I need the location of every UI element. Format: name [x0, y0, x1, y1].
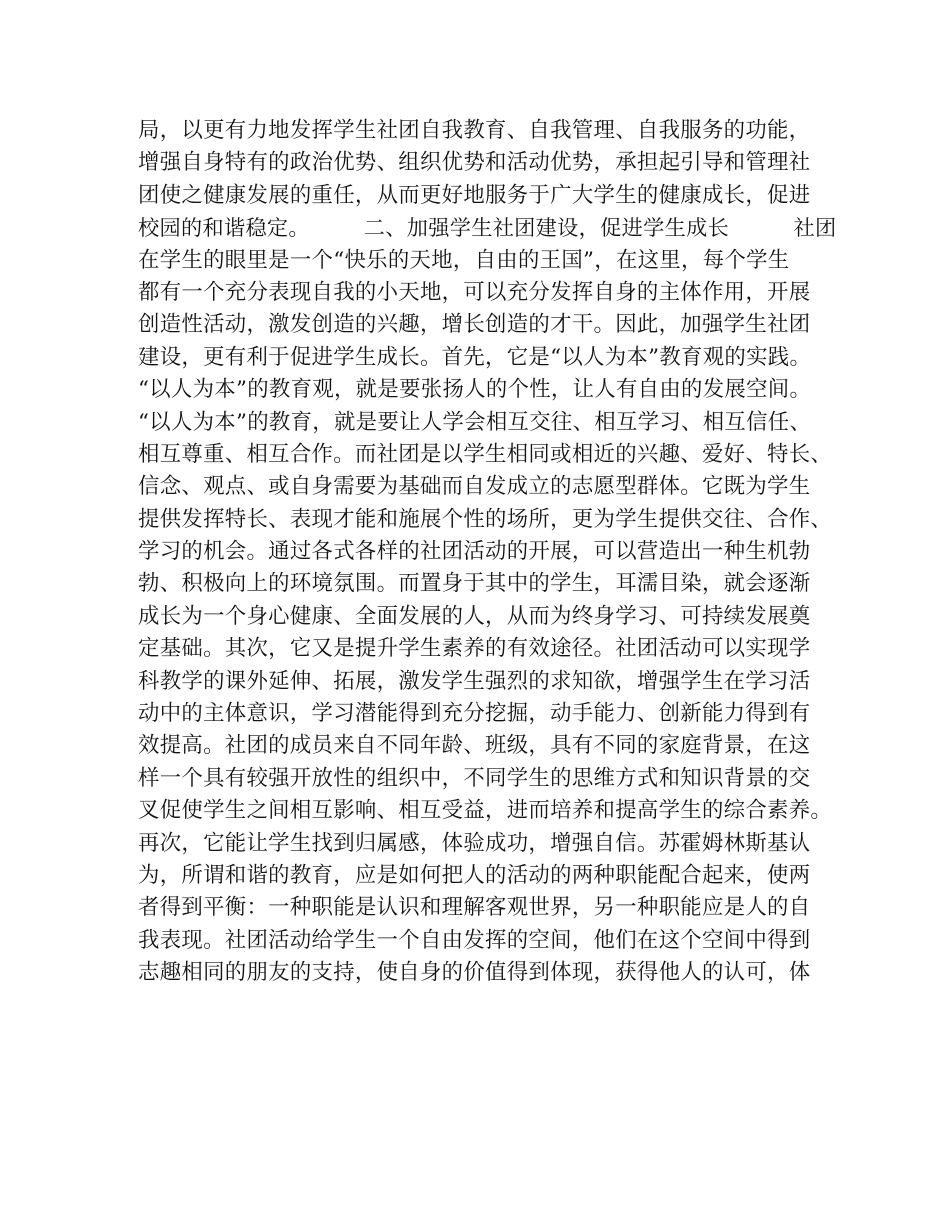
text-line: 为，所谓和谐的教育，应是如何把人的活动的两种职能配合起来，使两: [138, 862, 811, 888]
text-line: 志趣相同的朋友的支持，使自身的价值得到体现，获得他人的认可，体: [138, 960, 811, 986]
text-line: 学习的机会。通过各式各样的社团活动的开展，可以营造出一种生机勃: [138, 539, 811, 565]
text-line: 相互尊重、相互合作。而社团是以学生相同或相近的兴趣、爱好、特长、: [138, 441, 833, 467]
text-line: 校园的和谐稳定。 二、加强学生社团建设，促进学生成长 社团: [138, 215, 837, 241]
text-line: 在学生的眼里是一个“快乐的天地，自由的王国”，在这里，每个学生: [138, 247, 790, 273]
text-line: 提供发挥特长、表现才能和施展个性的场所，更为学生提供交往、合作、: [138, 506, 833, 532]
text-line: 我表现。社团活动给学生一个自由发挥的空间，他们在这个空间中得到: [138, 927, 811, 953]
text-line: 叉促使学生之间相互影响、相互受益，进而培养和提高学生的综合素养。: [138, 798, 833, 824]
text-line: “以人为本”的教育，就是要让人学会相互交往、相互学习、相互信任、: [138, 409, 812, 435]
text-line: 动中的主体意识，学习潜能得到充分挖掘，动手能力、创新能力得到有: [138, 701, 811, 727]
text-line: 增强自身特有的政治优势、组织优势和活动优势，承担起引导和管理社: [138, 150, 811, 176]
text-line: 定基础。其次，它又是提升学生素养的有效途径。社团活动可以实现学: [138, 636, 811, 662]
text-line: 创造性活动，激发创造的兴趣，增长创造的才干。因此，加强学生社团: [138, 312, 811, 338]
text-line: “以人为本”的教育观，就是要张扬人的个性，让人有自由的发展空间。: [138, 377, 812, 403]
body-text: [138, 115, 838, 990]
text-line: 信念、观点、或自身需要为基础而自发成立的志愿型群体。它既为学生: [138, 474, 811, 500]
text-line: 再次，它能让学生找到归属感，体验成功，增强自信。苏霍姆林斯基认: [138, 830, 811, 856]
text-line: 效提高。社团的成员来自不同年龄、班级，具有不同的家庭背景，在这: [138, 733, 811, 759]
text-line: 样一个具有较强开放性的组织中，不同学生的思维方式和知识背景的交: [138, 765, 811, 791]
text-line: 成长为一个身心健康、全面发展的人，从而为终身学习、可持续发展奠: [138, 603, 811, 629]
text-line: 者得到平衡：一种职能是认识和理解客观世界，另一种职能应是人的自: [138, 895, 811, 921]
text-line: 勃、积极向上的环境氛围。而置身于其中的学生，耳濡目染，就会逐渐: [138, 571, 811, 597]
text-line: 局，以更有力地发挥学生社团自我教育、自我管理、自我服务的功能，: [138, 118, 811, 143]
text-line: 科教学的课外延伸、拓展，激发学生强烈的求知欲，增强学生在学习活: [138, 668, 811, 694]
text-line: 团使之健康发展的重任，从而更好地服务于广大学生的健康成长，促进: [138, 182, 811, 208]
text-line: 都有一个充分表现自我的小天地，可以充分发挥自身的主体作用，开展: [138, 279, 811, 305]
text-line: 建设，更有利于促进学生成长。首先，它是“以人为本”教育观的实践。: [138, 344, 812, 370]
